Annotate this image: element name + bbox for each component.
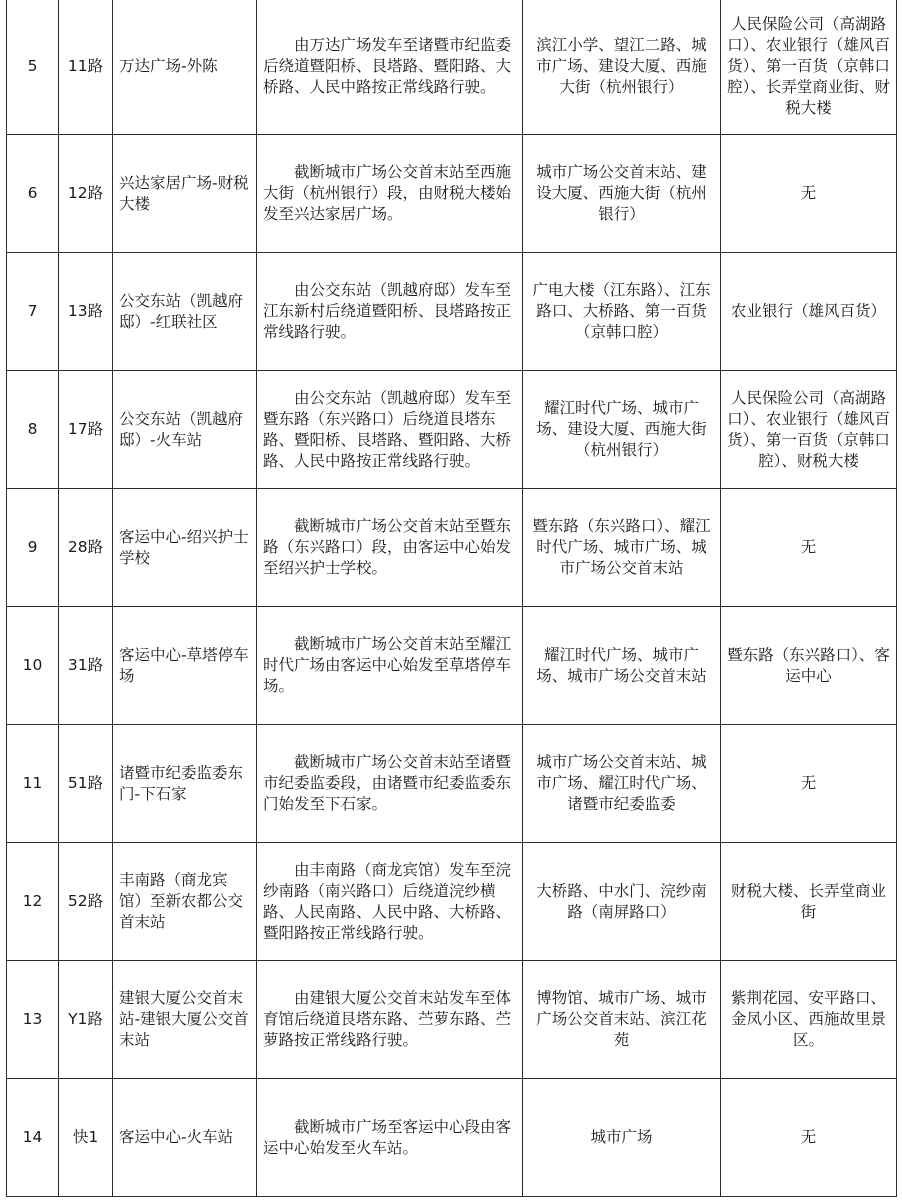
route-number: 11路 [59,0,113,135]
route-number: 13路 [59,253,113,371]
detour-description: 由建银大厦公交首末站发车至体育馆后绕道艮塔东路、苎萝东路、苎萝路按正常线路行驶。 [257,961,523,1079]
detour-description: 截断城市广场公交首末站至暨东路（东兴路口）段，由客运中心始发至绍兴护士学校。 [257,489,523,607]
route-endpoints: 客运中心-火车站 [113,1079,257,1197]
route-endpoints: 丰南路（商龙宾馆）至新农都公交首末站 [113,843,257,961]
route-number: 28路 [59,489,113,607]
skipped-stops: 城市广场公交首末站、城市广场、耀江时代广场、诸暨市纪委监委 [523,725,721,843]
added-stops: 无 [721,725,897,843]
detour-description: 由万达广场发车至诸暨市纪监委后绕道暨阳桥、艮塔路、暨阳路、大桥路、人民中路按正常线路行驶。 [257,0,523,135]
table-row [7,0,897,135]
added-stops: 农业银行（雄风百货） [721,253,897,371]
added-stops: 暨东路（东兴路口）、客运中心 [721,607,897,725]
skipped-stops: 城市广场公交首末站、建设大厦、西施大街（杭州银行） [523,135,721,253]
route-adjustment-table [6,0,897,1197]
added-stops: 人民保险公司（高湖路口）、农业银行（雄风百货）、第一百货（京韩口腔）、财税大楼 [721,371,897,489]
row-number: 11 [7,725,59,843]
added-stops: 无 [721,1079,897,1197]
row-number: 5 [7,0,59,135]
route-endpoints: 兴达家居广场-财税大楼 [113,135,257,253]
added-stops: 财税大楼、长弄堂商业街 [721,843,897,961]
table-row [7,843,897,961]
table-row [7,725,897,843]
route-endpoints: 万达广场-外陈 [113,0,257,135]
detour-description: 截断城市广场公交首末站至诸暨市纪委监委段，由诸暨市纪委监委东门始发至下石家。 [257,725,523,843]
route-number: Y1路 [59,961,113,1079]
row-number: 8 [7,371,59,489]
skipped-stops: 耀江时代广场、城市广场、城市广场公交首末站 [523,607,721,725]
added-stops: 人民保险公司（高湖路口）、农业银行（雄风百货）、第一百货（京韩口腔）、长弄堂商业街、财税大楼 [721,0,897,135]
row-number: 13 [7,961,59,1079]
row-number: 6 [7,135,59,253]
route-number: 快1 [59,1079,113,1197]
detour-description: 截断城市广场公交首末站至西施大街（杭州银行）段，由财税大楼始发至兴达家居广场。 [257,135,523,253]
route-endpoints: 建银大厦公交首末站-建银大厦公交首末站 [113,961,257,1079]
added-stops: 无 [721,489,897,607]
route-endpoints: 客运中心-绍兴护士学校 [113,489,257,607]
detour-description: 由丰南路（商龙宾馆）发车至浣纱南路（南兴路口）后绕道浣纱横路、人民南路、人民中路、大桥路、暨阳路按正常线路行驶。 [257,843,523,961]
skipped-stops: 城市广场 [523,1079,721,1197]
row-number: 9 [7,489,59,607]
added-stops: 无 [721,135,897,253]
route-number: 52路 [59,843,113,961]
row-number: 14 [7,1079,59,1197]
row-number: 10 [7,607,59,725]
route-endpoints: 公交东站（凯越府邸）-红联社区 [113,253,257,371]
skipped-stops: 大桥路、中水门、浣纱南路（南屏路口） [523,843,721,961]
skipped-stops: 暨东路（东兴路口）、耀江时代广场、城市广场、城市广场公交首末站 [523,489,721,607]
row-number: 12 [7,843,59,961]
table-row [7,253,897,371]
route-endpoints: 诸暨市纪委监委东门-下石家 [113,725,257,843]
row-number: 7 [7,253,59,371]
detour-description: 截断城市广场公交首末站至耀江时代广场由客运中心始发至草塔停车场。 [257,607,523,725]
detour-description: 截断城市广场至客运中心段由客运中心始发至火车站。 [257,1079,523,1197]
skipped-stops: 耀江时代广场、城市广场、建设大厦、西施大街（杭州银行） [523,371,721,489]
table-row [7,961,897,1079]
table-row [7,135,897,253]
table-row [7,371,897,489]
route-number: 12路 [59,135,113,253]
route-endpoints: 客运中心-草塔停车场 [113,607,257,725]
skipped-stops: 博物馆、城市广场、城市广场公交首末站、滨江花苑 [523,961,721,1079]
skipped-stops: 广电大楼（江东路）、江东路口、大桥路、第一百货（京韩口腔） [523,253,721,371]
route-number: 17路 [59,371,113,489]
skipped-stops: 滨江小学、望江二路、城市广场、建设大厦、西施大街（杭州银行） [523,0,721,135]
route-endpoints: 公交东站（凯越府邸）-火车站 [113,371,257,489]
table-row [7,489,897,607]
detour-description: 由公交东站（凯越府邸）发车至暨东路（东兴路口）后绕道艮塔东路、暨阳桥、艮塔路、暨阳路、大桥路、人民中路按正常线路行驶。 [257,371,523,489]
table-row [7,1079,897,1197]
route-number: 31路 [59,607,113,725]
table-row [7,607,897,725]
added-stops: 紫荆花园、安平路口、金凤小区、西施故里景区。 [721,961,897,1079]
detour-description: 由公交东站（凯越府邸）发车至江东新村后绕道暨阳桥、艮塔路按正常线路行驶。 [257,253,523,371]
route-number: 51路 [59,725,113,843]
